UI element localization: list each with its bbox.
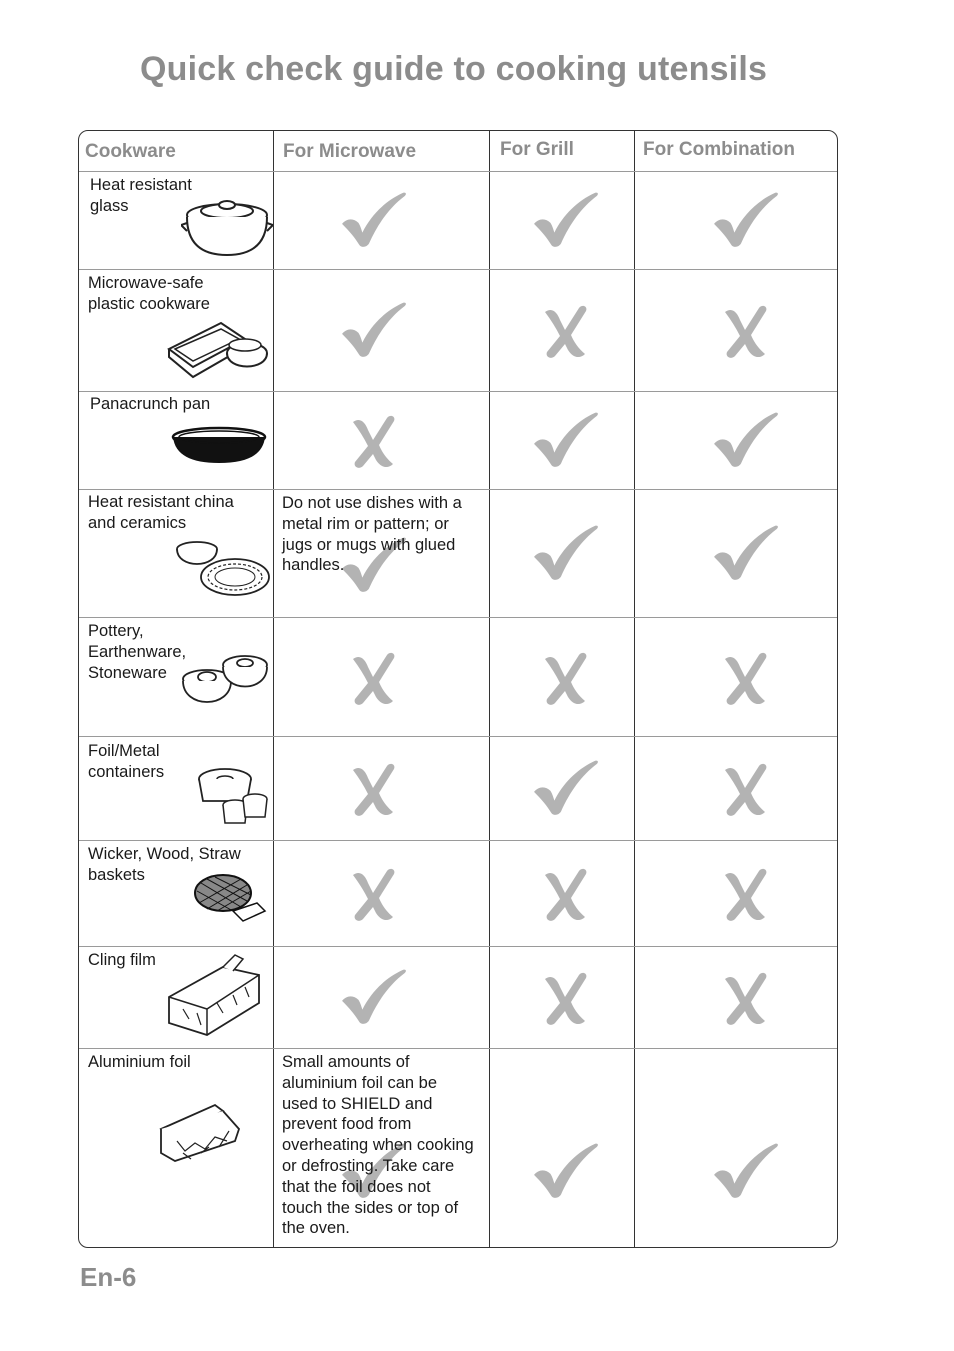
row-divider	[79, 617, 837, 618]
row-divider	[79, 269, 837, 270]
cross-mark-icon	[719, 969, 771, 1025]
check-mark-icon	[711, 411, 779, 469]
cookware-label: Heat resistant china and ceramics	[88, 493, 234, 532]
cookware-label: Aluminium foil	[88, 1053, 191, 1071]
check-mark-icon	[531, 411, 599, 469]
check-mark-icon	[711, 524, 779, 582]
cross-mark-icon	[539, 865, 591, 921]
check-mark-icon	[339, 191, 407, 249]
column-divider	[489, 131, 490, 1247]
cross-mark-icon	[347, 649, 399, 705]
check-mark-icon	[531, 759, 599, 817]
microwave-note: Small amounts of aluminium foil can be used to SHIELD and prevent food from overheating when cooking or defrosting. Take care that the foil does not touch the sides or top of the oven.	[282, 1053, 474, 1238]
cross-mark-icon	[347, 412, 399, 468]
cross-mark-icon	[539, 302, 591, 358]
check-mark-icon	[711, 191, 779, 249]
cling-film-box-icon	[163, 953, 263, 1043]
cookware-label: Cling film	[88, 951, 156, 969]
wicker-basket-icon	[193, 873, 269, 923]
column-divider	[634, 131, 635, 1247]
header-cookware: Cookware	[85, 141, 176, 162]
cookware-guide-table	[78, 130, 838, 1248]
check-mark-icon	[531, 191, 599, 249]
cookware-label: Wicker, Wood, Straw baskets	[88, 845, 241, 884]
cross-mark-icon	[719, 760, 771, 816]
check-mark-icon	[531, 524, 599, 582]
row-divider	[79, 489, 837, 490]
check-mark-icon	[711, 1142, 779, 1200]
cross-mark-icon	[719, 649, 771, 705]
cookware-label: Foil/Metal containers	[88, 742, 165, 781]
cross-mark-icon	[719, 302, 771, 358]
header-grill: For Grill	[500, 139, 574, 160]
check-mark-icon	[339, 301, 407, 359]
column-divider	[273, 131, 274, 1247]
row-divider	[79, 1048, 837, 1049]
cross-mark-icon	[539, 969, 591, 1025]
header-microwave: For Microwave	[283, 141, 417, 162]
casserole-dish-icon	[181, 193, 273, 261]
cross-mark-icon	[347, 760, 399, 816]
header-combination: For Combination	[643, 139, 795, 160]
row-divider	[79, 736, 837, 737]
check-mark-icon	[531, 1142, 599, 1200]
cross-mark-icon	[719, 865, 771, 921]
panacrunch-pan-icon	[171, 425, 267, 467]
cookware-label: Panacrunch pan	[90, 395, 211, 413]
cross-mark-icon	[347, 865, 399, 921]
metal-tins-icon	[197, 765, 269, 829]
aluminium-foil-icon	[155, 1101, 245, 1175]
check-mark-icon	[339, 968, 407, 1026]
row-divider	[79, 946, 837, 947]
page-number: En-6	[80, 1262, 137, 1292]
cookware-label: Microwave-safe plastic cookware	[88, 274, 210, 313]
row-divider	[79, 391, 837, 392]
row-divider	[79, 840, 837, 841]
cross-mark-icon	[539, 649, 591, 705]
cookware-label: Pottery, Earthenware, Stoneware	[88, 622, 187, 682]
row-divider	[79, 171, 837, 172]
pottery-bowls-icon	[179, 653, 271, 723]
plastic-containers-icon	[165, 319, 271, 381]
microwave-note: Do not use dishes with a metal rim or pattern; or jugs or mugs with glued handles.	[282, 494, 462, 575]
china-bowl-plate-icon	[175, 539, 271, 597]
page-title: Quick check guide to cooking utensils	[140, 50, 768, 88]
cookware-label: Heat resistant glass	[90, 176, 192, 215]
